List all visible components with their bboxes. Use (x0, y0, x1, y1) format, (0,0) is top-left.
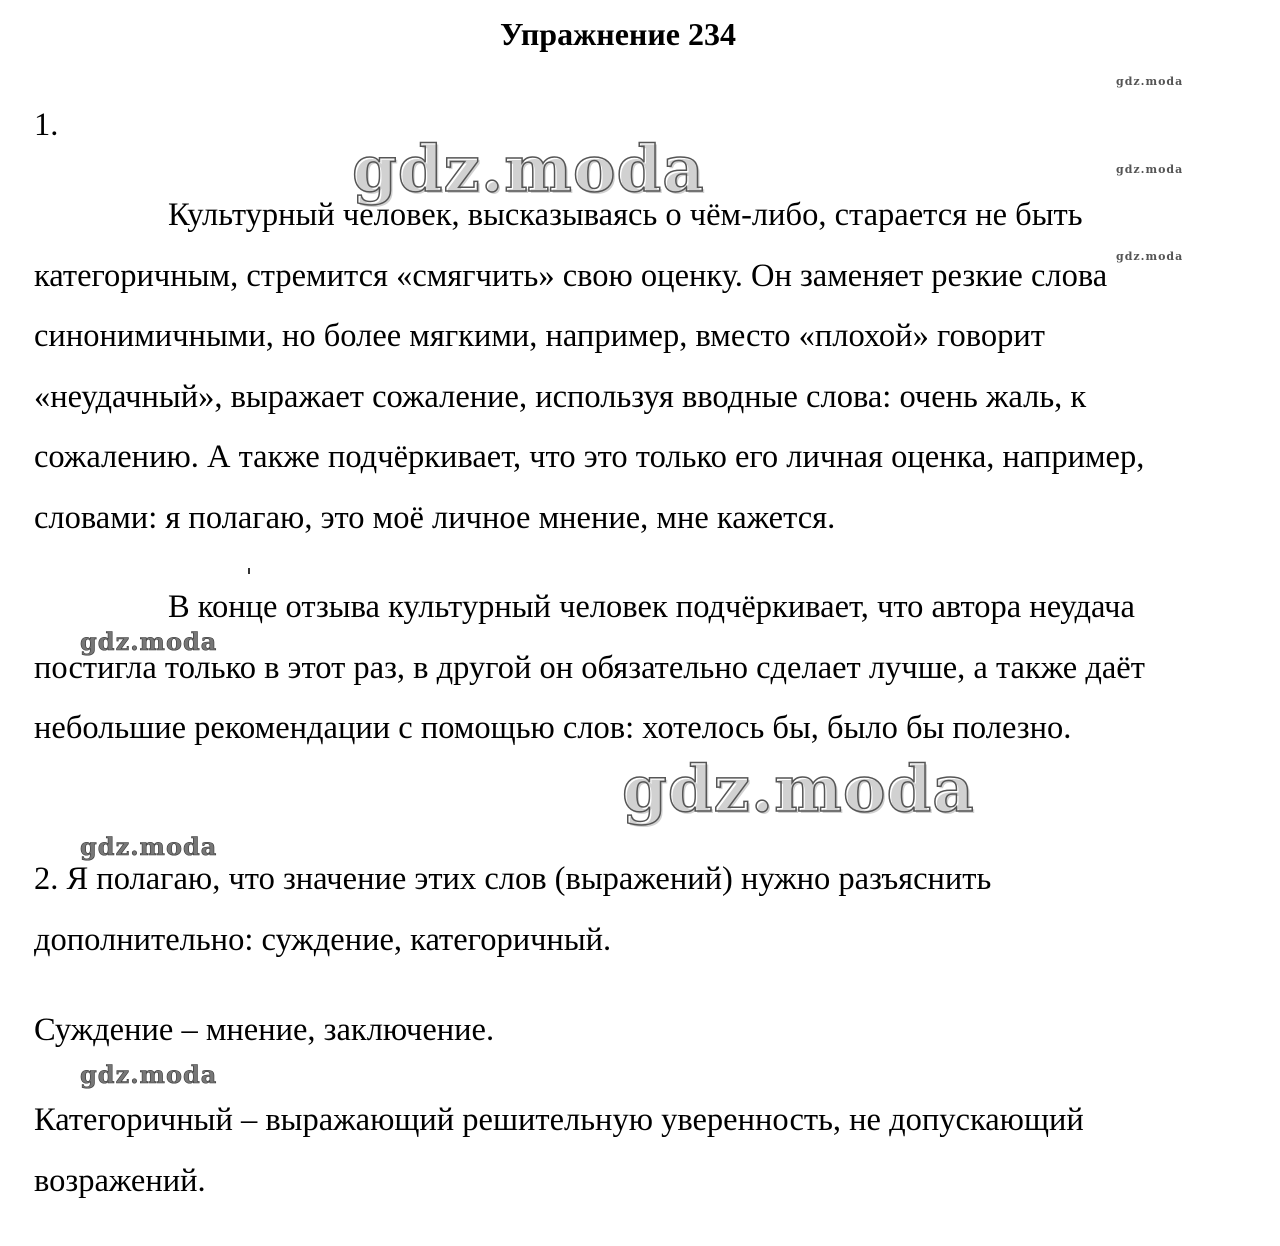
stray-mark (248, 568, 250, 574)
watermark-small-2: gdz.moda (1116, 163, 1184, 176)
page-title: Упражнение 234 (499, 16, 736, 52)
section-2-paragraph: 2. Я полагаю, что значение этих слов (выражений) нужно разъяснить дополнительно: суждение, категоричный. (34, 861, 992, 958)
watermark-small-1: gdz.moda (1116, 75, 1184, 88)
paragraph-1: Культурный человек, высказываясь о чём-либо, старается не быть категоричным, стремится «смягчить» свою оценку. Он заменяет резкие слова синонимичными, но более мягкими, например, вместо «плохой» говорит «неудачный», выражает сожаление, используя вводные слова: очень жаль, к сожалению. А также подчёркивает, что это только его личная оценка, например, словами: я полагаю, это моё личное мнение, мне кажется. (34, 197, 1145, 536)
watermark-large-top: gdz.moda (352, 132, 705, 207)
watermark-medium-3: gdz.moda (80, 1060, 218, 1089)
watermark-medium-2: gdz.moda (80, 832, 218, 861)
watermark-medium-1: gdz.moda (80, 627, 218, 656)
definition-judgement: Суждение – мнение, заключение. (34, 1012, 495, 1048)
section-1-number: 1. (34, 107, 59, 143)
definition-categorical: Категоричный – выражающий решительную уверенность, не допускающий возражений. (34, 1102, 1084, 1199)
paragraph-2: В конце отзыва культурный человек подчёркивает, что автора неудача постигла только в этот раз, в другой он обязательно сделает лучше, а также даёт небольшие рекомендации с помощью слов: хотелось бы, было бы полезно. (34, 589, 1145, 746)
watermark-small-3: gdz.moda (1116, 250, 1184, 263)
watermark-large-bottom: gdz.moda (622, 752, 975, 827)
